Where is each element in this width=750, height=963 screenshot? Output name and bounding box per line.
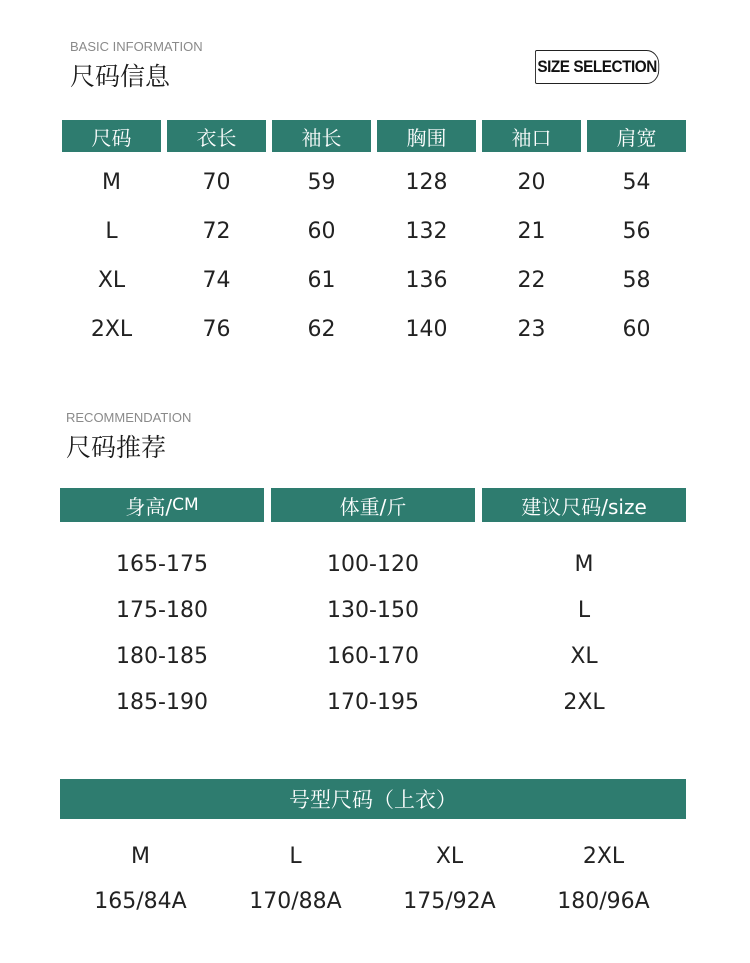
- recommend-subtitle: RECOMMENDATION: [66, 410, 192, 425]
- table-cell: 61: [307, 267, 336, 293]
- table-cell: 72: [202, 218, 231, 244]
- table-cell: 160-170: [327, 643, 419, 669]
- table-cell: 74: [202, 267, 231, 293]
- table-cell: 180-185: [116, 643, 208, 669]
- header-weight: [271, 488, 475, 522]
- table-cell: 136: [405, 267, 448, 293]
- table-cell: 23: [517, 316, 546, 342]
- table-cell: 54: [622, 169, 651, 195]
- table-cell: 128: [405, 169, 448, 195]
- header-height: [60, 488, 264, 522]
- model-size-label: 2XL: [582, 843, 625, 869]
- header-size: 尺码: [62, 120, 161, 152]
- header-shoulder: 肩宽: [587, 120, 686, 152]
- table-cell: 185-190: [116, 689, 208, 715]
- table-cell: 58: [622, 267, 651, 293]
- table-cell: 62: [307, 316, 336, 342]
- header-recommended-size: [482, 488, 686, 522]
- basic-subtitle: BASIC INFORMATION: [70, 39, 203, 54]
- table-cell: 60: [307, 218, 336, 244]
- model-size-code: 165/84A: [94, 888, 187, 914]
- table-cell: 165-175: [116, 551, 208, 577]
- header-length: 衣长: [167, 120, 266, 152]
- size-selection-badge: SIZE SELECTION: [535, 50, 659, 84]
- basic-title: 尺码信息: [70, 62, 171, 91]
- header-recommended-size-label: 建议尺码/size: [521, 494, 647, 519]
- header-chest: 胸围: [377, 120, 476, 152]
- table-cell: 140: [405, 316, 448, 342]
- model-size-label: M: [131, 843, 150, 869]
- table-cell: L: [577, 597, 591, 623]
- model-size-label: L: [289, 843, 302, 869]
- header-weight-label: 体重/斤: [339, 494, 407, 519]
- header-height-unit: CM: [172, 495, 199, 515]
- table-cell: 130-150: [327, 597, 419, 623]
- table-cell: 20: [517, 169, 546, 195]
- table-cell: 170-195: [327, 689, 419, 715]
- model-size-code: 170/88A: [249, 888, 342, 914]
- table-cell: XL: [570, 643, 598, 669]
- table-cell: 2XL: [563, 689, 605, 715]
- table-cell: 70: [202, 169, 231, 195]
- table-cell: M: [574, 551, 594, 577]
- model-size-label: XL: [435, 843, 464, 869]
- model-size-code: 175/92A: [403, 888, 496, 914]
- table-cell: 59: [307, 169, 336, 195]
- table-cell: 76: [202, 316, 231, 342]
- header-cuff: 袖口: [482, 120, 581, 152]
- model-size-code: 180/96A: [557, 888, 650, 914]
- table-cell: 132: [405, 218, 448, 244]
- table-cell: 56: [622, 218, 651, 244]
- table-cell: 175-180: [116, 597, 208, 623]
- header-sleeve: 袖长: [272, 120, 371, 152]
- table-cell: 22: [517, 267, 546, 293]
- table-cell: 21: [517, 218, 546, 244]
- table-cell: 60: [622, 316, 651, 342]
- model-size-header: 号型尺码（上衣）: [60, 779, 686, 819]
- header-height-label: 身高/: [125, 494, 173, 519]
- table-cell: L: [105, 218, 118, 244]
- table-cell: 2XL: [90, 316, 133, 342]
- table-cell: M: [102, 169, 121, 195]
- table-cell: 100-120: [327, 551, 419, 577]
- table-cell: XL: [97, 267, 126, 293]
- recommend-title: 尺码推荐: [66, 433, 167, 462]
